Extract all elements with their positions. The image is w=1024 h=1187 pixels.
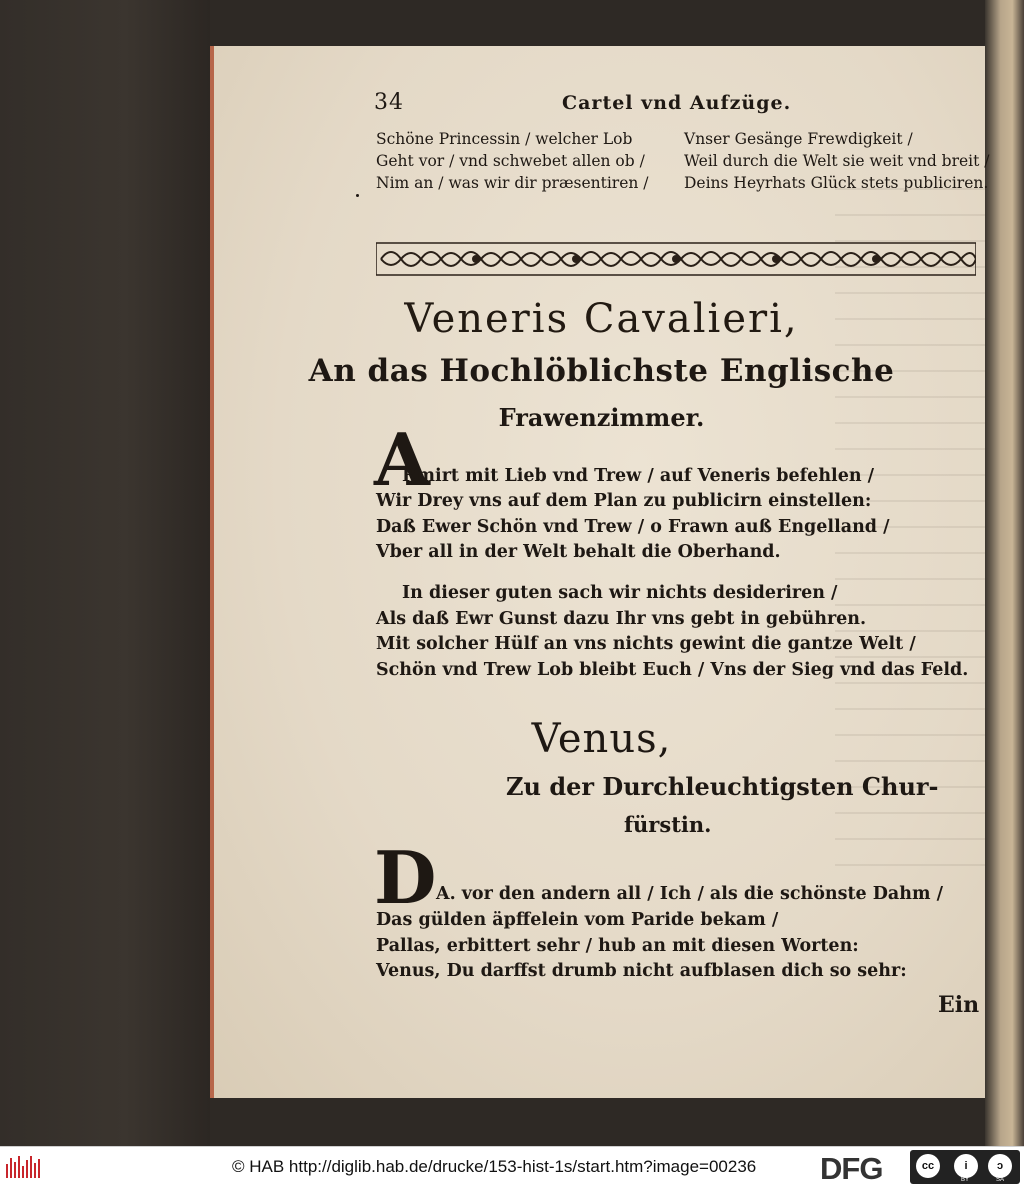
verse-line: Wir Drey vns auf dem Plan zu publicirn einstellen: xyxy=(376,491,872,511)
decorated-initial: A xyxy=(374,417,430,502)
stanza-first-line xyxy=(436,882,943,908)
scan-background-bottom xyxy=(210,1098,985,1146)
verse-line: Schöne Princessin / welcher Lob xyxy=(376,130,633,148)
scan-background-top xyxy=(210,0,985,46)
ink-speck xyxy=(356,194,359,197)
verse-line: Deins Heyrhats Glück stets publiciren. xyxy=(684,174,989,192)
top-verse-right xyxy=(684,128,990,194)
top-verse-left xyxy=(376,128,649,194)
catchword: Ein xyxy=(938,992,980,1018)
ornamental-border xyxy=(376,241,976,277)
verse-line: Vber all in der Welt behalt die Oberhand. xyxy=(376,542,781,562)
cc-icon: cc xyxy=(916,1154,940,1178)
hab-logo-icon xyxy=(6,1156,42,1178)
verse-line: In dieser guten sach wir nichts desideriren / xyxy=(402,583,838,603)
sa-label: SA xyxy=(996,1177,1005,1183)
stanza-1 xyxy=(376,489,890,566)
scan-background-left xyxy=(0,0,210,1146)
stanza-3 xyxy=(376,908,907,985)
copyright-link[interactable]: © HAB http://diglib.hab.de/drucke/153-hist-1s/start.htm?image=00236 xyxy=(232,1157,757,1176)
cc-license-badge[interactable] xyxy=(910,1150,1020,1184)
verse-line: Das gülden äpffelein vom Paride bekam / xyxy=(376,910,779,930)
verse-line: A. vor den andern all / Ich / als die schönste Dahm / xyxy=(436,884,943,904)
verse-line: Weil durch die Welt sie weit vnd breit / xyxy=(684,152,990,170)
running-head: Cartel vnd Aufzüge. xyxy=(562,92,792,114)
section-subtitle-continued: fürstin. xyxy=(624,812,712,837)
section-subtitle: An das Hochlöblichste Englische xyxy=(308,353,895,389)
section-subtitle-continued: Frawenzimmer. xyxy=(498,403,705,432)
verse-line: Schön vnd Trew Lob bleibt Euch / Vns der Sieg vnd das Feld. xyxy=(376,659,969,680)
section-title: Veneris Cavalieri, xyxy=(404,296,799,342)
verse-line: Vnser Gesänge Frewdigkeit / xyxy=(684,130,913,148)
sa-icon: ↄ xyxy=(988,1154,1012,1178)
page-number: 34 xyxy=(374,90,404,115)
verse-line: Geht vor / vnd schwebet allen ob / xyxy=(376,152,645,170)
section-subtitle: Zu der Durchleuchtigsten Chur- xyxy=(506,772,939,801)
verse-line: Nim an / was wir dir præsentiren / xyxy=(376,174,649,192)
verse-line: Venus, Du darffst drumb nicht aufblasen dich so sehr: xyxy=(376,961,907,981)
footer-bar xyxy=(0,1146,1024,1187)
stanza-2 xyxy=(376,581,968,683)
verse-line: Mit solcher Hülf an vns nichts gewint die gantze Welt / xyxy=(376,634,916,654)
decorated-initial: D xyxy=(374,835,437,920)
verse-line: Als daß Ewr Gunst dazu Ihr vns gebt in gebühren. xyxy=(376,608,867,629)
by-label: BY xyxy=(961,1177,970,1183)
by-icon: i xyxy=(954,1154,978,1178)
verse-line: Rmirt mit Lieb vnd Trew / auf Veneris befehlen / xyxy=(402,466,875,486)
stanza-first-line xyxy=(402,464,874,490)
verse-line: Pallas, erbittert sehr / hub an mit diesen Worten: xyxy=(376,935,859,956)
dfg-logo: DFG xyxy=(820,1151,883,1186)
book-page xyxy=(210,46,990,1098)
section-title: Venus, xyxy=(531,716,672,762)
adjacent-page-edge xyxy=(985,0,1024,1146)
verse-line: Daß Ewer Schön vnd Trew / o Frawn auß Engelland / xyxy=(376,516,890,537)
